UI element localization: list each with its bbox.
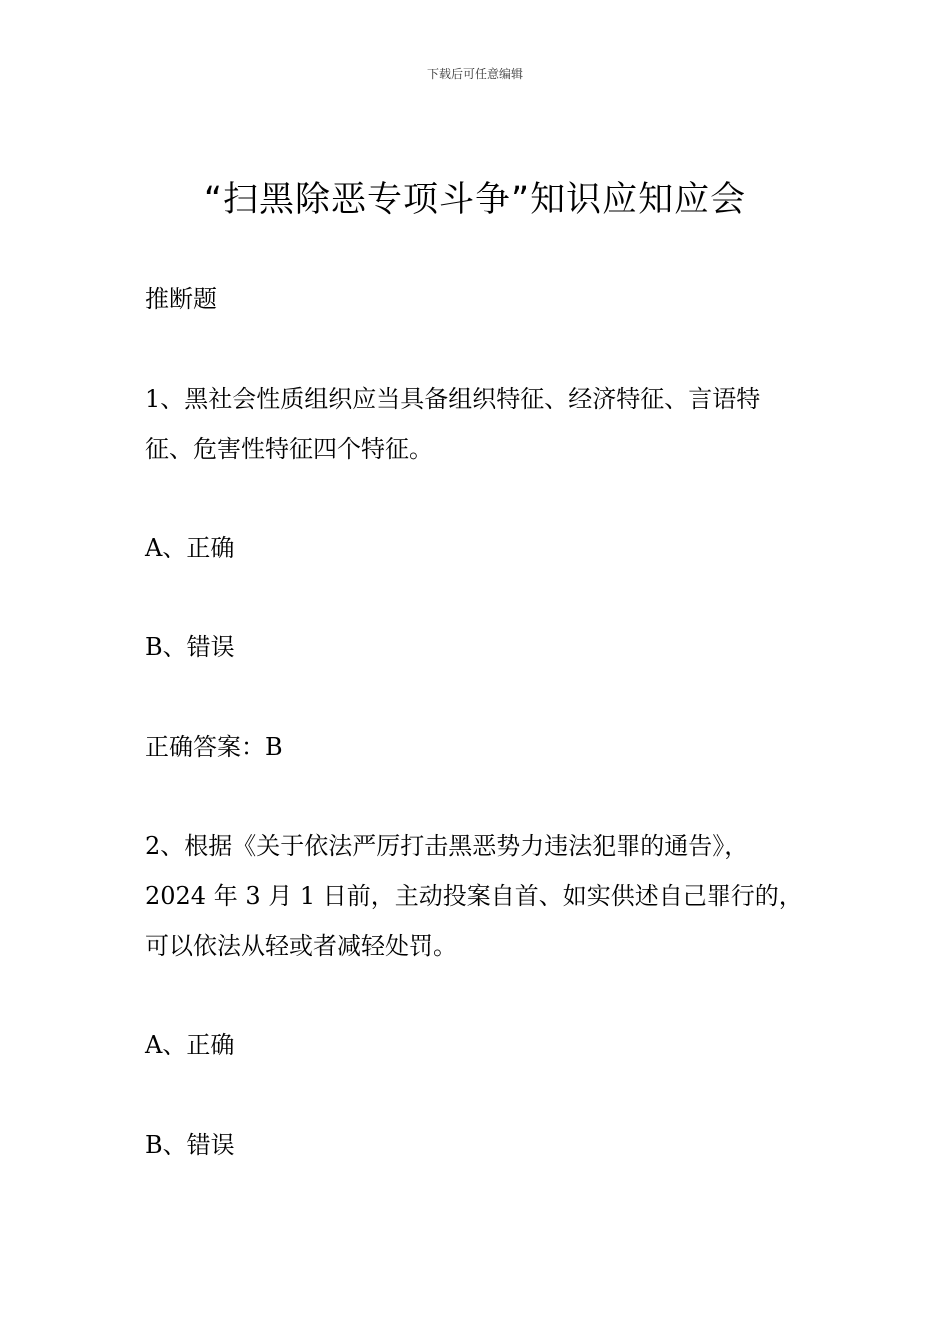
- question-2-line-3: 可以依法从轻或者减轻处罚。: [145, 932, 457, 960]
- question-2-line-2: 2024 年 3 月 1 日前，主动投案自首、如实供述自己罪行的，: [145, 882, 803, 910]
- section-heading: 推断题: [145, 285, 217, 313]
- question-1-line-2: 征、危害性特征四个特征。: [145, 435, 433, 463]
- question-1-answer: 正确答案：B: [145, 733, 283, 761]
- question-1-option-b: B、错误: [145, 633, 235, 661]
- question-2-option-a: A、正确: [145, 1031, 235, 1059]
- question-1-option-a: A、正确: [145, 534, 235, 562]
- question-2-option-b: B、错误: [145, 1131, 235, 1159]
- document-title: “扫黑除恶专项斗争”知识应知应会: [203, 180, 747, 220]
- question-2-line-1: 2、根据《关于依法严厉打击黑恶势力违法犯罪的通告》，: [145, 832, 749, 860]
- header-note: 下载后可任意编辑: [426, 67, 523, 81]
- question-1-line-1: 1、黑社会性质组织应当具备组织特征、经济特征、言语特: [145, 385, 761, 413]
